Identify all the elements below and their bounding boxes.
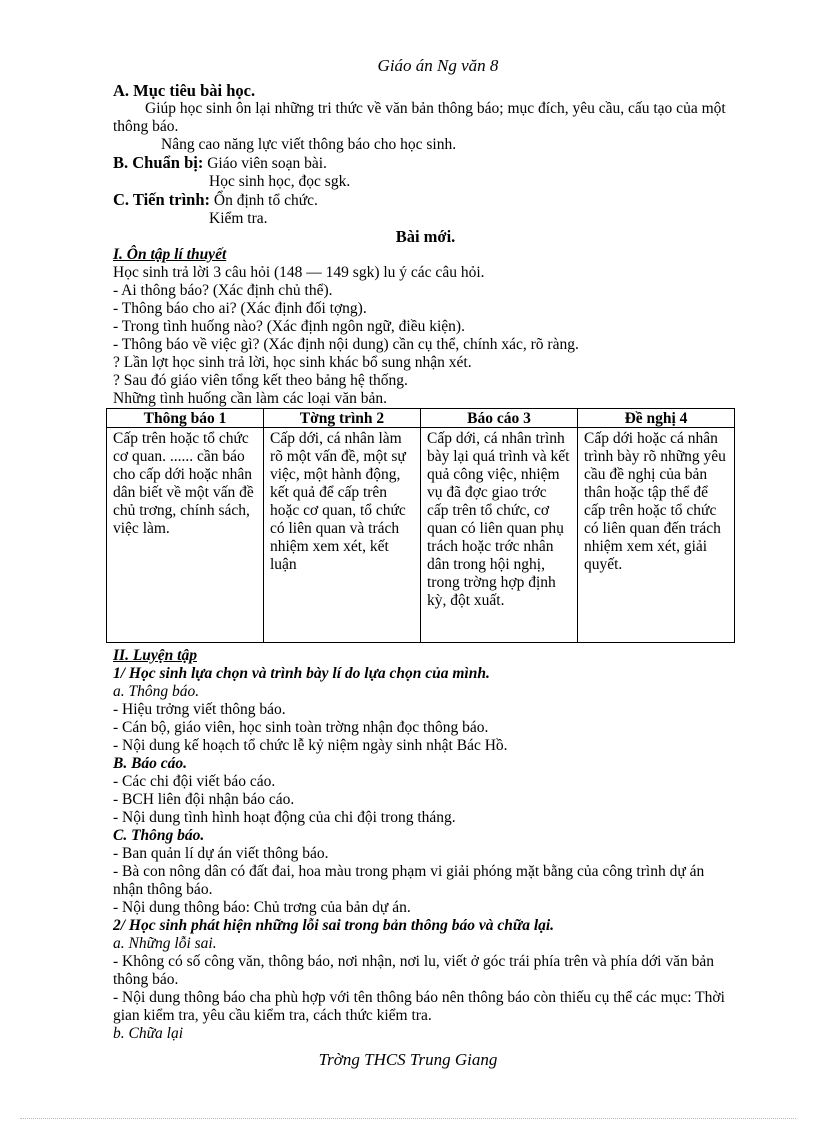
- part2-title: II. Luyện tập: [113, 647, 197, 664]
- part1-line: ? Sau đó giáo viên tổng kết theo bảng hệ thống.: [113, 372, 408, 389]
- a-line: - Hiệu trởng viết thông báo.: [113, 701, 286, 718]
- b-title: B. Báo cáo.: [113, 755, 188, 772]
- b-line: - Các chi đội viết báo cáo.: [113, 773, 276, 790]
- errors-title: a. Những lỗi sai.: [113, 935, 217, 952]
- table-header-cell: Đề nghị 4: [578, 409, 735, 428]
- table-header-cell: Báo cáo 3: [421, 409, 578, 428]
- c-line: - Bà con nông dân có đất đai, hoa màu trong phạm vi giải phóng mặt bằng của công trình dự án nhận thông báo.: [113, 863, 705, 898]
- question-2: 2/ Học sinh phát hiện những lỗi sai trong bản thông báo và chữa lại.: [113, 917, 555, 934]
- section-a-title: A. Mục tiêu bài học.: [113, 81, 256, 100]
- document-body: [113, 82, 738, 1043]
- part1-line: - Trong tình huống nào? (Xác định ngôn ngữ, điều kiện).: [113, 318, 465, 335]
- page-header: Giáo án Ng văn 8: [377, 56, 499, 75]
- error-line: - Không có số công văn, thông báo, nơi nhận, nơi lu, viết ở góc trái phía trên và phía dới văn bản thông báo.: [113, 953, 714, 988]
- table-row: [107, 428, 735, 643]
- part1-line: Những tình huống cần làm các loại văn bản.: [113, 390, 387, 407]
- document-types-table: [106, 408, 735, 643]
- section-b-line1: Giáo viên soạn bài.: [207, 155, 327, 172]
- c-line: - Ban quản lí dự án viết thông báo.: [113, 845, 329, 862]
- section-c-line2: Kiểm tra.: [209, 210, 268, 227]
- part1-title: I. Ôn tập lí thuyết: [113, 246, 227, 263]
- page-bottom-divider: [20, 1118, 796, 1119]
- table-cell: Cấp dới, cá nhân làm rõ một vấn đề, một sự việc, một hành động, kết quả để cấp trên hoặc cơ quan, tổ chức có liên quan và trách nhiệm xem xét, kết luận: [264, 428, 421, 643]
- part1-line: ? Lần lợt học sinh trả lời, học sinh khác bổ sung nhận xét.: [113, 354, 472, 371]
- section-b-title: B. Chuẩn bị:: [113, 153, 204, 172]
- part1-line: Học sinh trả lời 3 câu hỏi (148 — 149 sgk) lu ý các câu hỏi.: [113, 264, 485, 281]
- a-line: - Cán bộ, giáo viên, học sinh toàn trờng nhận đọc thông báo.: [113, 719, 489, 736]
- c-line: - Nội dung thông báo: Chủ trơng của bản dự án.: [113, 899, 411, 916]
- page-footer: Trờng THCS Trung Giang: [318, 1050, 498, 1069]
- table-cell: Cấp trên hoặc tổ chức cơ quan. ...... cần báo cho cấp dới hoặc nhân dân biết về một vấn đề chủ trơng, chính sách, việc làm.: [107, 428, 264, 643]
- bai-moi-heading: Bài mới.: [395, 227, 456, 246]
- table-cell: Cấp dới, cá nhân trình bày lại quá trình và kết quả công việc, nhiệm vụ đã đợc giao trớc cấp trên tổ chức, cơ quan có liên quan phụ trách hoặc trớc nhân dân trong hội nghị, trong trờng hợp định kỳ, đột xuất.: [421, 428, 578, 643]
- table-header-cell: Tờng trình 2: [264, 409, 421, 428]
- b-line: - Nội dung tình hình hoạt động của chi đội trong tháng.: [113, 809, 456, 826]
- section-c: [113, 191, 738, 210]
- question-1: 1/ Học sinh lựa chọn và trình bày lí do lựa chọn của mình.: [113, 665, 490, 682]
- table-header-cell: Thông báo 1: [107, 409, 264, 428]
- fix-title: b. Chữa lại: [113, 1025, 184, 1042]
- section-a-p1: Giúp học sinh ôn lại những tri thức về văn bản thông báo; mục đích, yêu cầu, cấu tạo của một thông báo.: [113, 100, 726, 135]
- table-cell: Cấp dới hoặc cá nhân trình bày rõ những yêu cầu đề nghị của bản thân hoặc tập thể để cấp trên hoặc tổ chức có liên quan đến trách nhiệm xem xét, giải quyết.: [578, 428, 735, 643]
- section-c-line1: Ổn định tổ chức.: [213, 192, 318, 209]
- part1-line: - Thông báo về việc gì? (Xác định nội dung) cần cụ thể, chính xác, rõ ràng.: [113, 336, 579, 353]
- table-header-row: [107, 409, 735, 428]
- c-title: C. Thông báo.: [113, 827, 205, 844]
- a-title: a. Thông báo.: [113, 683, 200, 700]
- part1-line: - Thông báo cho ai? (Xác định đối tợng).: [113, 300, 367, 317]
- section-a-p2: Nâng cao năng lực viết thông báo cho học sinh.: [161, 136, 457, 153]
- b-line: - BCH liên đội nhận báo cáo.: [113, 791, 295, 808]
- section-b: [113, 154, 738, 173]
- section-c-title: C. Tiến trình:: [113, 190, 211, 209]
- part1-line: - Ai thông báo? (Xác định chủ thể).: [113, 282, 333, 299]
- error-line: - Nội dung thông báo cha phù hợp với tên thông báo nên thông báo còn thiếu cụ thể các mục: Thời gian kiểm tra, yêu cầu kiểm tra, cách thức kiểm tra.: [113, 989, 725, 1024]
- a-line: - Nội dung kế hoạch tổ chức lễ kỷ niệm ngày sinh nhật Bác Hồ.: [113, 737, 508, 754]
- section-b-line2: Học sinh học, đọc sgk.: [209, 173, 351, 190]
